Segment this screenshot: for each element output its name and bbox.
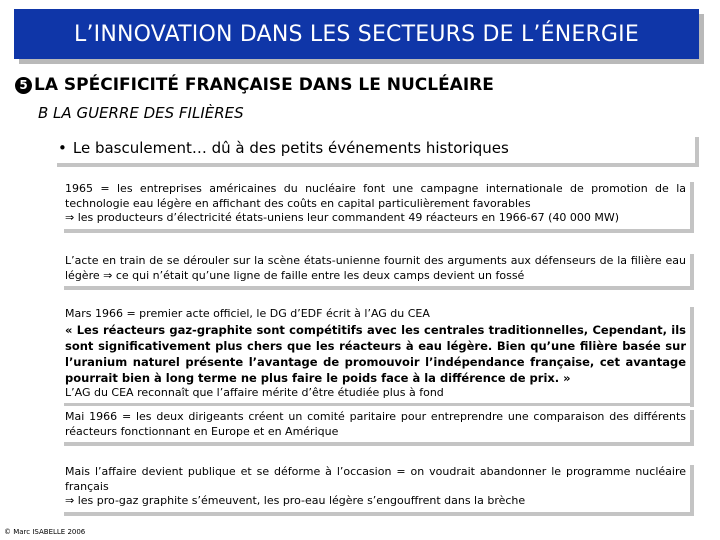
card-line: L’acte en train de se dérouler sur la scène états-unienne fournit des arguments aux défenseurs de la filière eau légère ⇒ ce qui n’était qu’une ligne de faille entre les deux camps devient un fossé xyxy=(65,254,686,282)
bullet-dot: • xyxy=(58,139,67,157)
page-title: L’INNOVATION DANS LES SECTEURS DE L’ÉNERGIE xyxy=(74,21,639,47)
text-card-2 xyxy=(60,250,690,286)
section-number-badge: 5 xyxy=(15,77,32,94)
text-card-5 xyxy=(60,461,690,512)
card-line: ⇒ les producteurs d’électricité états-uniens leur commandent 49 réacteurs en 1966-67 (40 000 MW) xyxy=(65,211,620,224)
copyright-footer: © Marc ISABELLE 2006 xyxy=(4,528,86,536)
card-line: ⇒ les pro-gaz graphite s’émeuvent, les pro-eau légère s’engouffrent dans la brèche xyxy=(65,494,526,507)
bullet-box xyxy=(53,133,695,163)
section-heading xyxy=(15,75,494,95)
card-outro: L’AG du CEA reconnaît que l’affaire mérite d’être étudiée plus à fond xyxy=(65,385,444,399)
text-card-3 xyxy=(60,303,690,403)
bullet-text: Le basculement… dû à des petits événements historiques xyxy=(72,139,509,157)
card-line: 1965 = les entreprises américaines du nucléaire font une campagne internationale de promotion de la technologie eau légère en affichant des coûts en capital particulièrement favorables xyxy=(65,182,686,210)
card-line: Mai 1966 = les deux dirigeants créent un comité paritaire pour entreprendre une comparaison des différents réacteurs fonctionnant en Europe et en Amérique xyxy=(65,410,686,438)
card-intro: Mars 1966 = premier acte officiel, le DG d’EDF écrit à l’AG du CEA xyxy=(65,307,430,320)
subsection-heading: B LA GUERRE DES FILIÈRES xyxy=(38,104,244,122)
card-line: Mais l’affaire devient publique et se déforme à l’occasion = on voudrait abandonner le programme nucléaire français xyxy=(65,465,686,493)
section-heading-text: LA SPÉCIFICITÉ FRANÇAISE DANS LE NUCLÉAIRE xyxy=(34,75,494,95)
card-quote: « Les réacteurs gaz-graphite sont compétitifs avec les centrales traditionnelles, Cependant, ils sont significativement plus chers que les réacteurs à eau légère. Bien qu’une filière basée sur l’uranium naturel présente l’avantage de promouvoir l’indépendance française, cet avantage pourrait bien à long terme ne plus faire le poids face à la différence de prix. » xyxy=(65,322,686,385)
title-banner xyxy=(14,9,699,59)
text-card-4 xyxy=(60,406,690,442)
text-card-1 xyxy=(60,178,690,229)
